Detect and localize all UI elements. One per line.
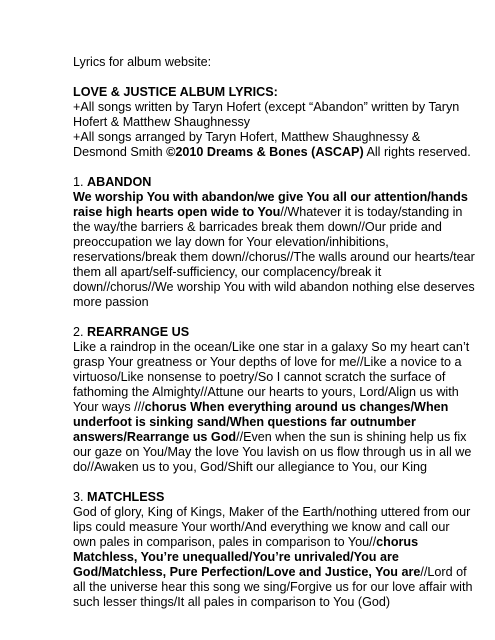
song-title: MATCHLESS bbox=[87, 490, 165, 504]
album-header bbox=[73, 85, 475, 160]
song-matchless bbox=[73, 490, 475, 610]
intro-line: Lyrics for album website: bbox=[73, 55, 212, 69]
lyrics-chorus: chorus When everything around us changes/When underfoot is sinking sand/When questions far outnumber answers/Rearrange us God bbox=[73, 400, 449, 444]
song-abandon bbox=[73, 175, 475, 310]
lyrics-verse: //Lord of all the universe hear this song we sing/Forgive us for our love affair with such lesser things/It all pales in comparison to You (God) bbox=[73, 565, 473, 609]
lyrics-verse: God of glory, King of Kings, Maker of the Earth/nothing uttered from our lips could measure Your worth/And everything we know and call our own pales in comparison, pales in comparison to You// bbox=[73, 505, 471, 549]
lyrics-verse: //Even when the sun is shining help us fix our gaze on You/May the love You lavish on us flow through us in all we do//Awaken us to you, God/Shift our allegiance to You, our King bbox=[73, 430, 472, 474]
arranger-credit: +All songs arranged by Taryn Hofert, Matthew Shaughnessy & Desmond Smith bbox=[73, 130, 421, 159]
lyrics-chorus: chorus Matchless, You’re unequalled/You’re unrivaled/You are God/Matchless, Pure Perfection/Love and Justice, You are bbox=[73, 535, 421, 579]
song-number: 1. bbox=[73, 175, 88, 189]
song-title: ABANDON bbox=[87, 175, 152, 189]
lyrics-chorus: We worship You with abandon/we give You all our attention/hands raise high hearts open wide to You bbox=[73, 190, 468, 219]
lyrics-verse: //Whatever it is today/standing in the way/the barriers & barricades break them down//Our pride and preoccupation we lay down for Your elevation/inhibitions, reservations/break them down//chorus//The walls around our hearts/tear them all apart/self-sufficiency, our complacency/break it down//chorus//We worship You with wild abandon nothing else deserves more passion bbox=[73, 205, 475, 309]
songwriter-credit: +All songs written by Taryn Hofert (except “Abandon” written by Taryn Hofert & Matthew Shaughnessy bbox=[73, 100, 460, 129]
album-title: LOVE & JUSTICE ALBUM LYRICS: bbox=[73, 85, 278, 99]
song-number: 2. bbox=[73, 325, 88, 339]
copyright-notice: ©2010 Dreams & Bones (ASCAP) bbox=[166, 145, 364, 159]
lyrics-verse: Like a raindrop in the ocean/Like one star in a galaxy So my heart can’t grasp Your greatness or Your depths of love for me//Like a novice to a virtuoso/Like nonsense to poetry/So I cannot scratch the surface of fathoming the Almighty//Attune our hearts to yours, Lord/Align us with Your ways /// bbox=[73, 340, 470, 414]
rights-text: All rights reserved. bbox=[363, 145, 471, 159]
song-rearrange-us bbox=[73, 325, 475, 475]
song-title: REARRANGE US bbox=[87, 325, 190, 339]
song-number: 3. bbox=[73, 490, 88, 504]
